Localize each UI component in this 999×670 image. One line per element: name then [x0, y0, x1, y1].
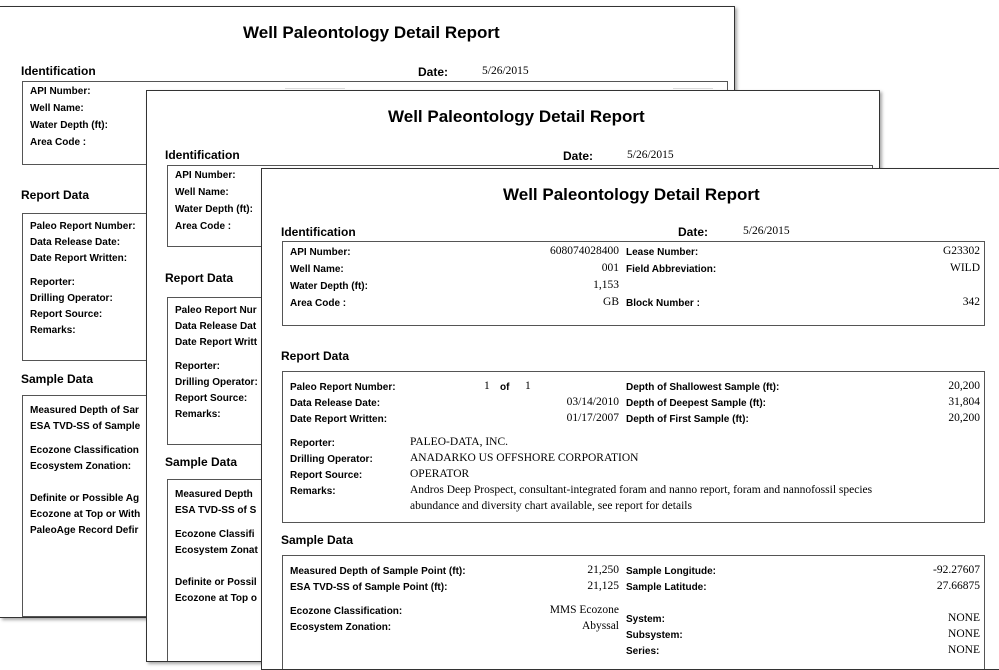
esa-tvd-label: ESA TVD-SS of S — [175, 505, 257, 516]
reporter-label: Reporter: — [290, 438, 336, 449]
system-value: NONE — [948, 612, 980, 624]
report-source-label: Report Source: — [290, 470, 363, 481]
paleoage-record-label: PaleoAge Record Defir — [30, 525, 139, 536]
paleo-report-number-label: Paleo Report Number: — [30, 221, 136, 232]
api-number-label: API Number: — [290, 247, 351, 258]
drilling-operator-value: ANADARKO US OFFSHORE CORPORATION — [410, 452, 639, 464]
of-label: of — [500, 382, 510, 393]
data-release-date-value: 03/14/2010 — [566, 396, 619, 408]
faded-text-line — [673, 88, 713, 89]
date-label: Date: — [418, 65, 449, 79]
date-report-written-value: 01/17/2007 — [566, 412, 619, 424]
section-report-data: Report Data — [281, 349, 350, 363]
definite-possible-age-label: Definite or Possil — [175, 577, 257, 588]
reporter-label: Reporter: — [175, 361, 221, 372]
paleo-report-number-label: Paleo Report Number: — [290, 382, 396, 393]
system-label: System: — [626, 614, 665, 625]
report-source-value: OPERATOR — [410, 468, 470, 480]
data-release-date-label: Data Release Dat — [175, 321, 257, 332]
section-report-data: Report Data — [165, 271, 234, 285]
date-value: 5/26/2015 — [743, 225, 790, 237]
definite-possible-age-label: Definite or Possible Ag — [30, 493, 140, 504]
api-number-label: API Number: — [175, 170, 236, 181]
area-code-label: Area Code : — [290, 298, 347, 309]
measured-depth-label: Measured Depth — [175, 489, 253, 500]
well-name-label: Well Name: — [30, 103, 84, 114]
paleo-report-number-value: 1 — [484, 380, 490, 392]
paleo-report-total-value: 1 — [525, 380, 531, 392]
shallowest-sample-label: Depth of Shallowest Sample (ft): — [626, 382, 780, 393]
ecozone-classification-label: Ecozone Classification — [30, 445, 139, 456]
well-name-label: Well Name: — [175, 187, 229, 198]
measured-depth-label: Measured Depth of Sample Point (ft): — [290, 566, 466, 577]
remarks-line-1: Andros Deep Prospect, consultant-integrated foram and nanno report, foram and nannofossil species — [410, 484, 873, 496]
esa-tvd-label: ESA TVD-SS of Sample — [30, 421, 141, 432]
reporter-value: PALEO-DATA, INC. — [410, 436, 509, 448]
ecozone-classification-label: Ecozone Classifi — [175, 529, 255, 540]
date-report-written-label: Date Report Writt — [175, 337, 258, 348]
faded-text-line — [285, 88, 345, 89]
reporter-label: Reporter: — [30, 277, 76, 288]
water-depth-label: Water Depth (ft): — [290, 281, 368, 292]
remarks-label: Remarks: — [30, 325, 76, 336]
block-number-value: 342 — [962, 296, 980, 308]
report-source-label: Report Source: — [30, 309, 103, 320]
first-sample-label: Depth of First Sample (ft): — [626, 414, 749, 425]
section-identification: Identification — [21, 64, 96, 78]
ecozone-classification-label: Ecozone Classification: — [290, 606, 403, 617]
deepest-sample-value: 31,804 — [948, 396, 980, 408]
date-label: Date: — [678, 225, 709, 239]
water-depth-label: Water Depth (ft): — [175, 204, 253, 215]
ecosystem-zonation-label: Ecosystem Zonation: — [30, 461, 132, 472]
remarks-line-2: abundance and diversity chart available, see report for details — [410, 500, 692, 512]
section-identification: Identification — [281, 225, 356, 239]
lease-number-label: Lease Number: — [626, 247, 699, 258]
field-abbreviation-value: WILD — [949, 262, 980, 274]
shallowest-sample-value: 20,200 — [948, 380, 980, 392]
well-name-label: Well Name: — [290, 264, 344, 275]
section-sample-data: Sample Data — [281, 533, 354, 547]
subsystem-label: Subsystem: — [626, 630, 683, 641]
section-report-data: Report Data — [21, 188, 90, 202]
paleo-report-number-label: Paleo Report Nur — [175, 305, 257, 316]
esa-tvd-value: 21,125 — [587, 580, 619, 592]
first-sample-value: 20,200 — [948, 412, 980, 424]
sample-latitude-value: 27.66875 — [936, 580, 980, 592]
remarks-label: Remarks: — [175, 409, 221, 420]
ecozone-classification-value: MMS Ecozone — [549, 604, 619, 616]
well-name-value: 001 — [601, 262, 619, 274]
subsystem-value: NONE — [948, 628, 980, 640]
measured-depth-value: 21,250 — [587, 564, 619, 576]
lease-number-value: G23302 — [942, 245, 980, 257]
api-number-value: 608074028400 — [550, 245, 619, 257]
page-title: Well Paleontology Detail Report — [388, 107, 645, 126]
api-number-label: API Number: — [30, 86, 91, 97]
ecosystem-zonation-value: Abyssal — [581, 620, 619, 632]
date-value: 5/26/2015 — [482, 65, 529, 77]
drilling-operator-label: Drilling Operator: — [175, 377, 258, 388]
field-abbreviation-label: Field Abbreviation: — [626, 264, 717, 275]
data-release-date-label: Data Release Date: — [290, 398, 381, 409]
water-depth-value: 1,153 — [593, 279, 619, 291]
identification-box — [282, 241, 985, 326]
sample-data-box — [282, 555, 985, 670]
date-value: 5/26/2015 — [627, 149, 674, 161]
data-release-date-label: Data Release Date: — [30, 237, 121, 248]
date-report-written-label: Date Report Written: — [290, 414, 388, 425]
report-page-front — [261, 168, 999, 670]
drilling-operator-label: Drilling Operator: — [30, 293, 113, 304]
series-label: Series: — [626, 646, 660, 657]
deepest-sample-label: Depth of Deepest Sample (ft): — [626, 398, 767, 409]
page-title: Well Paleontology Detail Report — [503, 185, 760, 204]
measured-depth-label: Measured Depth of Sar — [30, 405, 139, 416]
series-value: NONE — [948, 644, 980, 656]
water-depth-label: Water Depth (ft): — [30, 120, 108, 131]
sample-longitude-label: Sample Longitude: — [626, 566, 716, 577]
date-label: Date: — [563, 149, 594, 163]
ecozone-top-label: Ecozone at Top o — [175, 593, 258, 604]
section-sample-data: Sample Data — [165, 455, 238, 469]
section-identification: Identification — [165, 148, 240, 162]
report-source-label: Report Source: — [175, 393, 248, 404]
remarks-label: Remarks: — [290, 486, 336, 497]
esa-tvd-label: ESA TVD-SS of Sample Point (ft): — [290, 582, 448, 593]
report-data-box — [282, 371, 985, 523]
drilling-operator-label: Drilling Operator: — [290, 454, 373, 465]
date-report-written-label: Date Report Written: — [30, 253, 128, 264]
sample-latitude-label: Sample Latitude: — [626, 582, 707, 593]
ecosystem-zonation-label: Ecosystem Zonation: — [290, 622, 392, 633]
area-code-value: GB — [603, 296, 619, 308]
ecozone-top-label: Ecozone at Top or With — [30, 509, 141, 520]
section-sample-data: Sample Data — [21, 372, 94, 386]
ecosystem-zonation-label: Ecosystem Zonat — [175, 545, 258, 556]
area-code-label: Area Code : — [30, 137, 87, 148]
area-code-label: Area Code : — [175, 221, 232, 232]
block-number-label: Block Number : — [626, 298, 700, 309]
page-title: Well Paleontology Detail Report — [243, 23, 500, 42]
sample-longitude-value: -92.27607 — [933, 564, 980, 576]
